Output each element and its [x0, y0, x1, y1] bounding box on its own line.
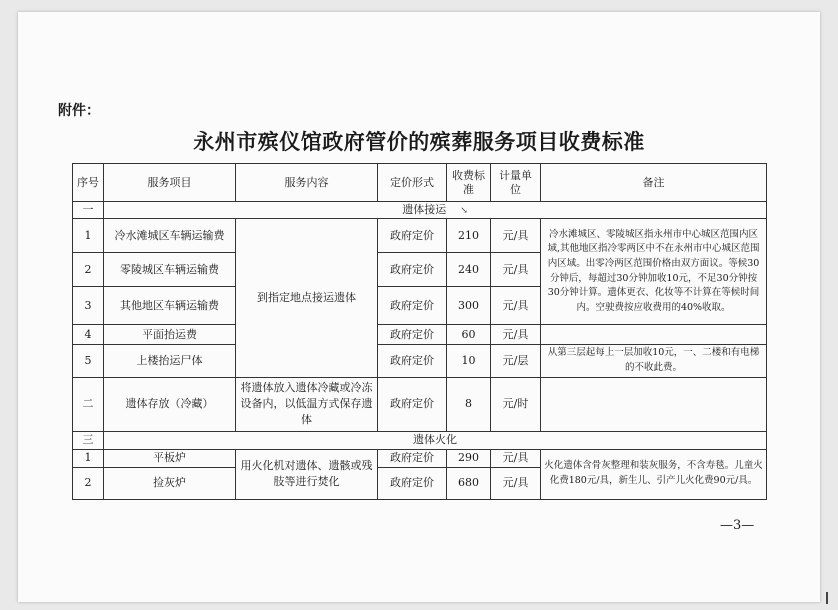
- section-no: 二: [73, 377, 104, 431]
- row-pricing: 政府定价: [378, 449, 447, 467]
- row-no: 1: [73, 219, 104, 253]
- row-unit: 元/具: [491, 219, 541, 253]
- row-no: 5: [73, 345, 104, 377]
- table-row: [73, 449, 767, 467]
- section-row: [73, 202, 767, 219]
- row-unit: 元/时: [491, 377, 541, 431]
- row-item: 平板炉: [104, 449, 236, 467]
- row-pricing: 政府定价: [378, 287, 447, 325]
- table-row: [73, 325, 767, 345]
- header-fee: 收费标准: [447, 164, 491, 202]
- row-note: 火化遗体含骨灰整理和装灰服务，不含寿毯。儿童火化费180元/具，新生儿、引产儿火化费90元/具。: [541, 449, 767, 499]
- row-content: 用火化机对遗体、遗骸或残肢等进行焚化: [236, 449, 378, 499]
- header-row: [73, 164, 767, 202]
- row-note-empty: [541, 325, 767, 345]
- table-row: [73, 219, 767, 253]
- header-content: 服务内容: [236, 164, 378, 202]
- header-unit: 计量单位: [491, 164, 541, 202]
- row-unit: 元/具: [491, 325, 541, 345]
- row-item: 遗体存放（冷藏）: [104, 377, 236, 431]
- section-row: [73, 431, 767, 449]
- row-content: 将遗体放入遗体冷藏或冷冻设备内，以低温方式保存遗体: [236, 377, 378, 431]
- row-fee: 300: [447, 287, 491, 325]
- row-item: 其他地区车辆运输费: [104, 287, 236, 325]
- section-no: 一: [73, 202, 104, 219]
- row-pricing: 政府定价: [378, 219, 447, 253]
- row-pricing: 政府定价: [378, 345, 447, 377]
- fee-table: [72, 163, 767, 500]
- row-pricing: 政府定价: [378, 325, 447, 345]
- header-no: 序号: [73, 164, 104, 202]
- row-note-empty: [541, 377, 767, 431]
- row-no: 3: [73, 287, 104, 325]
- row-note: 冷水滩城区、零陵城区指永州市中心城区范围内区域,其他地区指冷零两区中不在永州市中心城区范围内区域。出零冷两区范围价格由双方面议。等候30分钟后，每超过30分钟加收10元，不足30分钟按30分钟计算。遗体更衣、化妆等不计算在等候时间内。空驶费按应收费用的40%收取。: [541, 219, 767, 325]
- row-item: 平面抬运费: [104, 325, 236, 345]
- row-pricing: 政府定价: [378, 467, 447, 499]
- row-no: 1: [73, 449, 104, 467]
- row-fee: 10: [447, 345, 491, 377]
- row-fee: 60: [447, 325, 491, 345]
- mark-icon: ↘: [460, 206, 468, 216]
- row-content: 到指定地点接运遗体: [236, 219, 378, 377]
- section-row: [73, 377, 767, 431]
- table-row: [73, 345, 767, 377]
- edge-mark: [826, 592, 828, 604]
- row-unit: 元/具: [491, 467, 541, 499]
- header-note: 备注: [541, 164, 767, 202]
- row-note: 从第三层起每上一层加收10元，一、二楼和有电梯的不收此费。: [541, 345, 767, 377]
- row-pricing: 政府定价: [378, 253, 447, 287]
- row-fee: 210: [447, 219, 491, 253]
- row-item: 捡灰炉: [104, 467, 236, 499]
- row-no: 4: [73, 325, 104, 345]
- row-item: 上楼抬运尸体: [104, 345, 236, 377]
- row-pricing: 政府定价: [378, 377, 447, 431]
- row-fee: 290: [447, 449, 491, 467]
- header-pricing: 定价形式: [378, 164, 447, 202]
- row-item: 零陵城区车辆运输费: [104, 253, 236, 287]
- section-title: 遗体火化: [104, 431, 767, 449]
- document-title: 永州市殡仪馆政府管价的殡葬服务项目收费标准: [193, 129, 645, 154]
- row-item: 冷水滩城区车辆运输费: [104, 219, 236, 253]
- attachment-label: 附件：: [58, 103, 100, 119]
- row-unit: 元/具: [491, 253, 541, 287]
- page-number: —3—: [720, 518, 755, 533]
- row-no: 2: [73, 253, 104, 287]
- row-fee: 8: [447, 377, 491, 431]
- row-unit: 元/具: [491, 449, 541, 467]
- row-unit: 元/具: [491, 287, 541, 325]
- row-unit: 元/层: [491, 345, 541, 377]
- row-no: 2: [73, 467, 104, 499]
- row-fee: 680: [447, 467, 491, 499]
- section-no: 三: [73, 431, 104, 449]
- header-item: 服务项目: [104, 164, 236, 202]
- section-title: 遗体接运 ↘: [104, 202, 767, 219]
- row-fee: 240: [447, 253, 491, 287]
